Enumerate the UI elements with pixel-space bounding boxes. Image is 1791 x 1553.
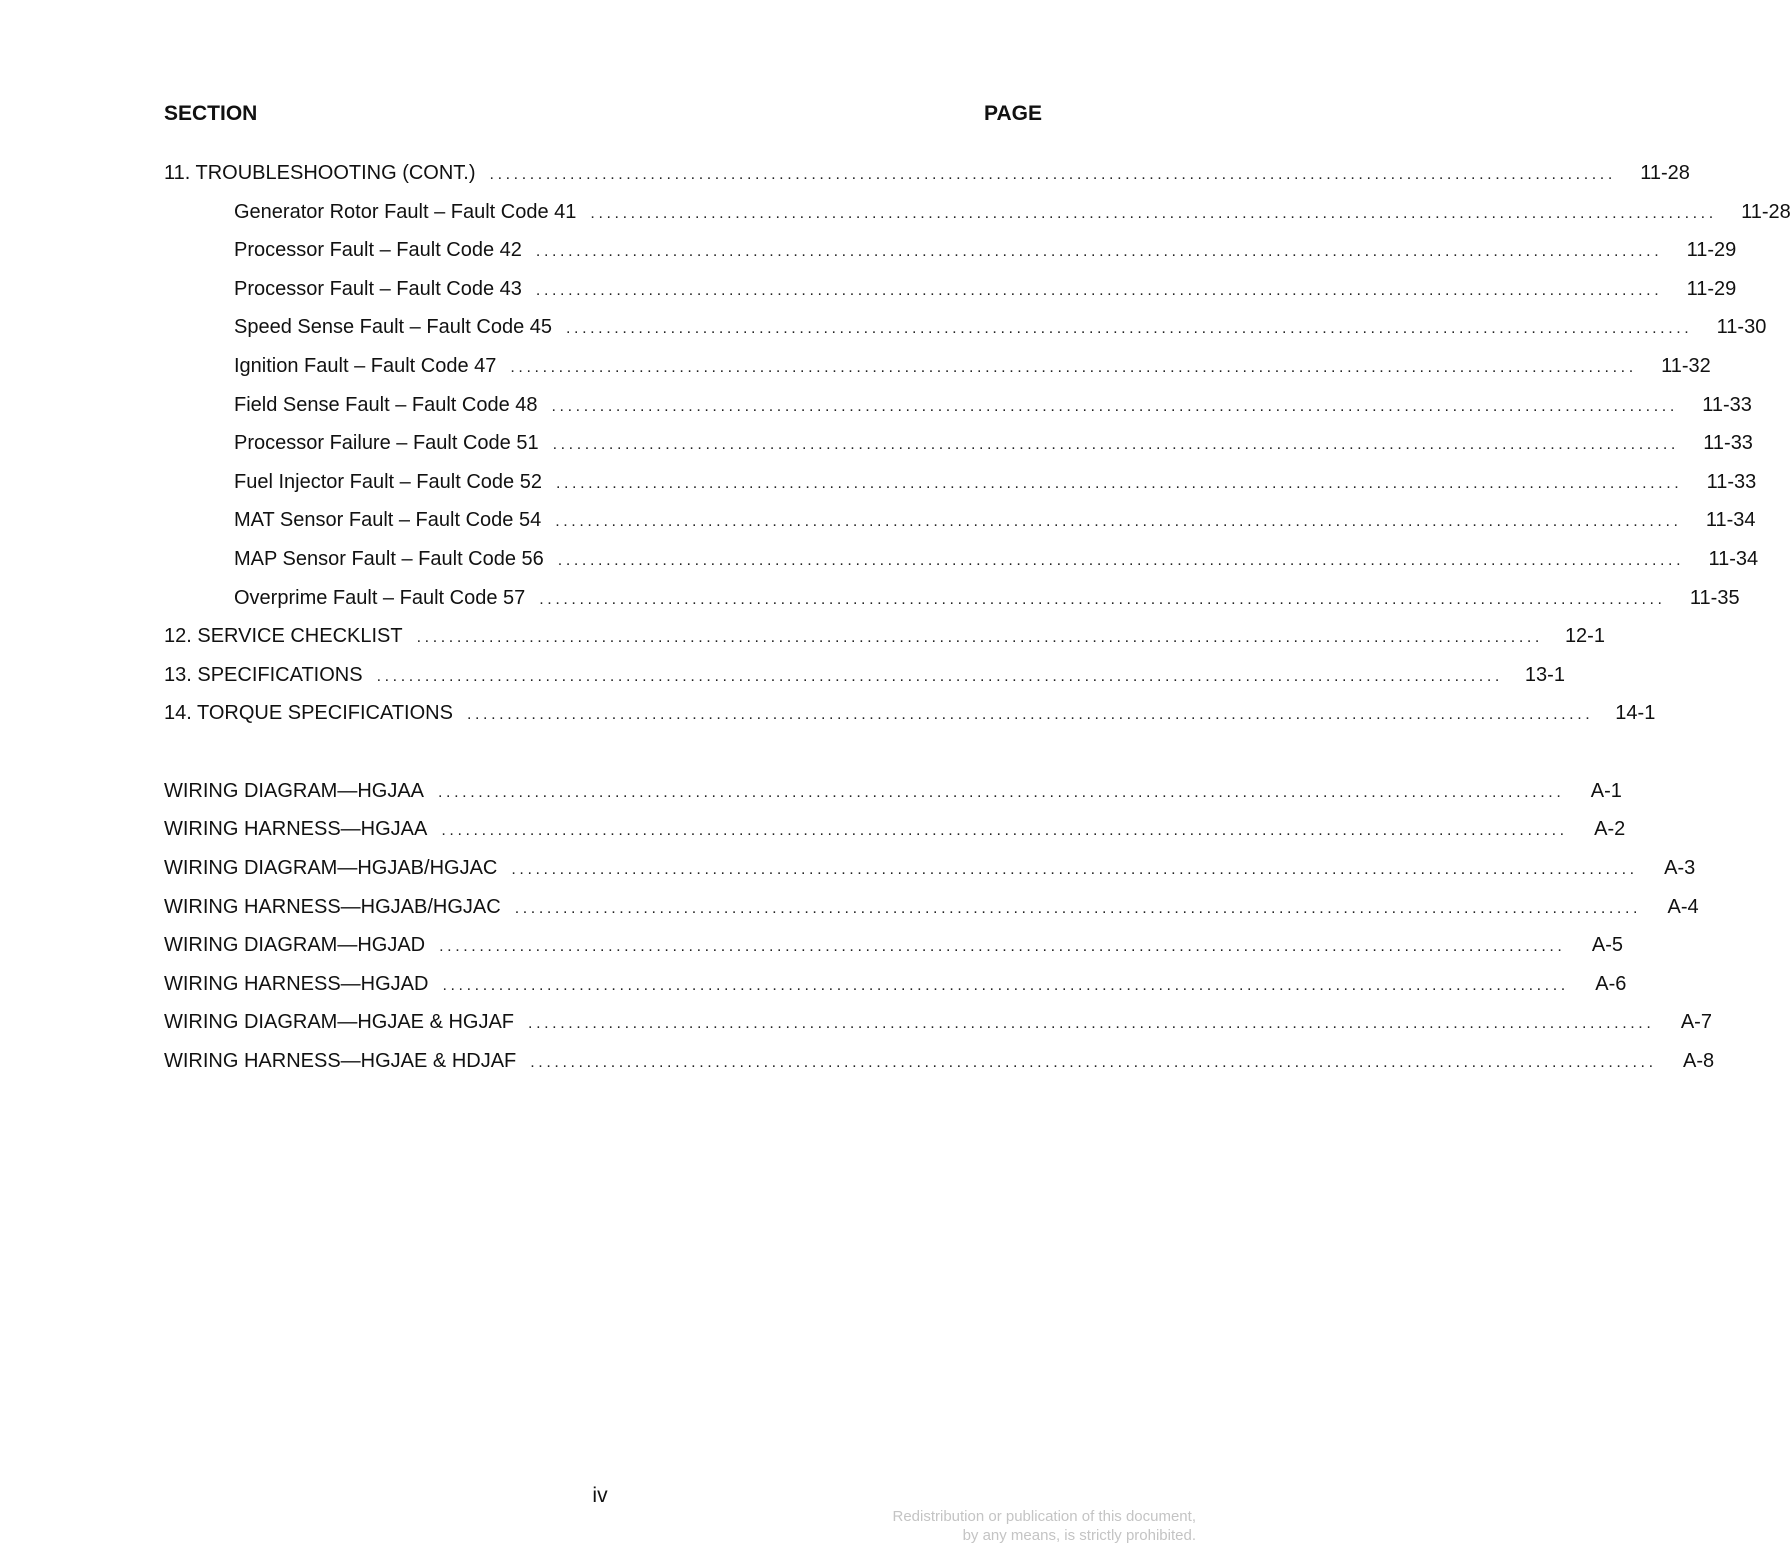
page-number: iv (592, 1484, 608, 1507)
dot-leader: ............................................................................................................................................ (535, 282, 1663, 299)
toc-entry-page: A-4 (1667, 896, 1699, 918)
dot-leader: ............................................................................................................................................ (530, 1054, 1657, 1071)
toc-entry-title: 11. TROUBLESHOOTING (CONT.) (164, 162, 476, 184)
dot-leader: ............................................................................................................................................ (535, 243, 1663, 260)
toc-entry-page: 11-28 (1741, 201, 1791, 223)
toc-entry[interactable] (164, 583, 1740, 613)
toc-entry-page: 11-29 (1686, 239, 1737, 261)
dot-leader: ............................................................................................................................................ (557, 552, 1685, 569)
toc-entry[interactable] (164, 390, 1752, 420)
toc-entry[interactable] (164, 158, 1690, 188)
toc-entry-page: 11-33 (1702, 394, 1752, 416)
dot-leader: ............................................................................................................................................ (552, 436, 1679, 453)
toc-entry-page: A-2 (1594, 818, 1626, 840)
dot-leader: ............................................................................................................................................ (466, 706, 1594, 723)
toc-entry-page: 11-28 (1640, 162, 1690, 184)
toc-entry[interactable] (164, 892, 1699, 922)
dot-leader: ............................................................................................................................................ (376, 668, 1503, 685)
section-column-heading: SECTION (164, 102, 258, 125)
toc-entry-page: 13-1 (1524, 664, 1565, 686)
toc-entry-page: 11-33 (1706, 471, 1757, 493)
dot-leader: ............................................................................................................................................ (416, 629, 1543, 646)
toc-entry-title: 12. SERVICE CHECKLIST (164, 625, 403, 647)
page-column-heading: PAGE (984, 102, 1042, 125)
toc-entry-title: WIRING HARNESS—HGJAD (164, 973, 429, 995)
toc-entry-page: 11-34 (1708, 548, 1759, 570)
notice-line-1: Redistribution or publication of this document, (892, 1508, 1196, 1525)
dot-leader: ............................................................................................................................................ (555, 513, 1682, 530)
dot-leader: ............................................................................................................................................ (438, 784, 1565, 801)
toc-entry[interactable] (164, 621, 1605, 651)
toc-entry[interactable] (164, 969, 1627, 999)
toc-entry-title: Ignition Fault – Fault Code 47 (234, 355, 497, 377)
toc-entry-page: 11-34 (1705, 509, 1756, 531)
dot-leader: ............................................................................................................................................ (514, 900, 1642, 917)
dot-leader: ............................................................................................................................................ (551, 398, 1678, 415)
toc-entry-title: WIRING DIAGRAM—HGJAE & HGJAF (164, 1011, 515, 1033)
toc-entry-page: 11-29 (1686, 278, 1737, 300)
toc-entry-title: Fuel Injector Fault – Fault Code 52 (234, 471, 542, 493)
toc-entry[interactable] (164, 698, 1656, 728)
dot-leader: ............................................................................................................................................ (528, 1015, 1655, 1032)
toc-entry-title: WIRING DIAGRAM—HGJAB/HGJAC (164, 857, 498, 879)
toc-entry-page: 11-35 (1689, 587, 1740, 609)
toc-entry[interactable] (164, 312, 1767, 342)
toc-entry-page: 14-1 (1615, 702, 1656, 724)
toc-entry-title: Overprime Fault – Fault Code 57 (234, 587, 526, 609)
dot-leader: ............................................................................................................................................ (442, 977, 1569, 994)
notice-line-2: by any means, is strictly prohibited. (962, 1527, 1196, 1544)
toc-entry[interactable] (164, 1007, 1712, 1037)
toc-entry-page: 11-30 (1716, 316, 1767, 338)
toc-entry[interactable] (164, 930, 1624, 960)
toc-entry-page: A-5 (1591, 934, 1624, 956)
toc-entry-title: WIRING HARNESS—HGJAB/HGJAC (164, 896, 501, 918)
toc-entry-page: 11-33 (1703, 432, 1753, 454)
toc-entry-page: 12-1 (1564, 625, 1605, 647)
dot-leader: ............................................................................................................................................ (539, 591, 1666, 608)
toc-entry-page: A-6 (1595, 973, 1627, 995)
toc-entry[interactable] (164, 428, 1753, 458)
toc-entry[interactable] (164, 853, 1696, 883)
dot-leader: ............................................................................................................................................ (510, 359, 1637, 376)
toc-entry-title: Processor Fault – Fault Code 42 (234, 239, 522, 261)
toc-entry-title: 13. SPECIFICATIONS (164, 664, 363, 686)
toc-entry-title: WIRING HARNESS—HGJAA (164, 818, 428, 840)
toc-entry[interactable] (164, 351, 1711, 381)
toc-entry[interactable] (164, 197, 1791, 227)
toc-entry[interactable] (164, 467, 1757, 497)
toc-entry-title: WIRING DIAGRAM—HGJAA (164, 780, 425, 802)
toc-entry[interactable] (164, 776, 1622, 806)
dot-leader: ............................................................................................................................................ (590, 205, 1717, 222)
toc-entry-title: MAP Sensor Fault – Fault Code 56 (234, 548, 544, 570)
redistribution-notice (892, 1507, 1196, 1545)
toc-entry-title: Field Sense Fault – Fault Code 48 (234, 394, 538, 416)
toc-entry-title: 14. TORQUE SPECIFICATIONS (164, 702, 453, 724)
toc-entry-title: MAT Sensor Fault – Fault Code 54 (234, 509, 542, 531)
toc-entry-title: Processor Fault – Fault Code 43 (234, 278, 522, 300)
dot-leader: ............................................................................................................................................ (489, 166, 1616, 183)
dot-leader: ............................................................................................................................................ (439, 938, 1566, 955)
toc-entry[interactable] (164, 1046, 1715, 1076)
toc-entry-title: Generator Rotor Fault – Fault Code 41 (234, 201, 577, 223)
toc-entry-page: 11-32 (1661, 355, 1711, 377)
toc-entry-page: A-1 (1590, 780, 1622, 802)
toc-entry-page: A-3 (1664, 857, 1696, 879)
dot-leader: ............................................................................................................................................ (511, 861, 1638, 878)
toc-entry-title: Speed Sense Fault – Fault Code 45 (234, 316, 552, 338)
toc-entry[interactable] (164, 814, 1626, 844)
toc-entry-title: WIRING DIAGRAM—HGJAD (164, 934, 426, 956)
dot-leader: ............................................................................................................................................ (566, 320, 1693, 337)
toc-entry-page: A-7 (1680, 1011, 1712, 1033)
toc-entry[interactable] (164, 544, 1759, 574)
toc-entry[interactable] (164, 274, 1737, 304)
dot-leader: ............................................................................................................................................ (555, 475, 1683, 492)
toc-entry[interactable] (164, 660, 1565, 690)
toc-entry[interactable] (164, 505, 1756, 535)
toc-entry-title: WIRING HARNESS—HGJAE & HDJAF (164, 1050, 517, 1072)
toc-entry[interactable] (164, 235, 1737, 265)
toc-entry-title: Processor Failure – Fault Code 51 (234, 432, 539, 454)
dot-leader: ............................................................................................................................................ (441, 822, 1568, 839)
toc-entry-page: A-8 (1683, 1050, 1715, 1072)
